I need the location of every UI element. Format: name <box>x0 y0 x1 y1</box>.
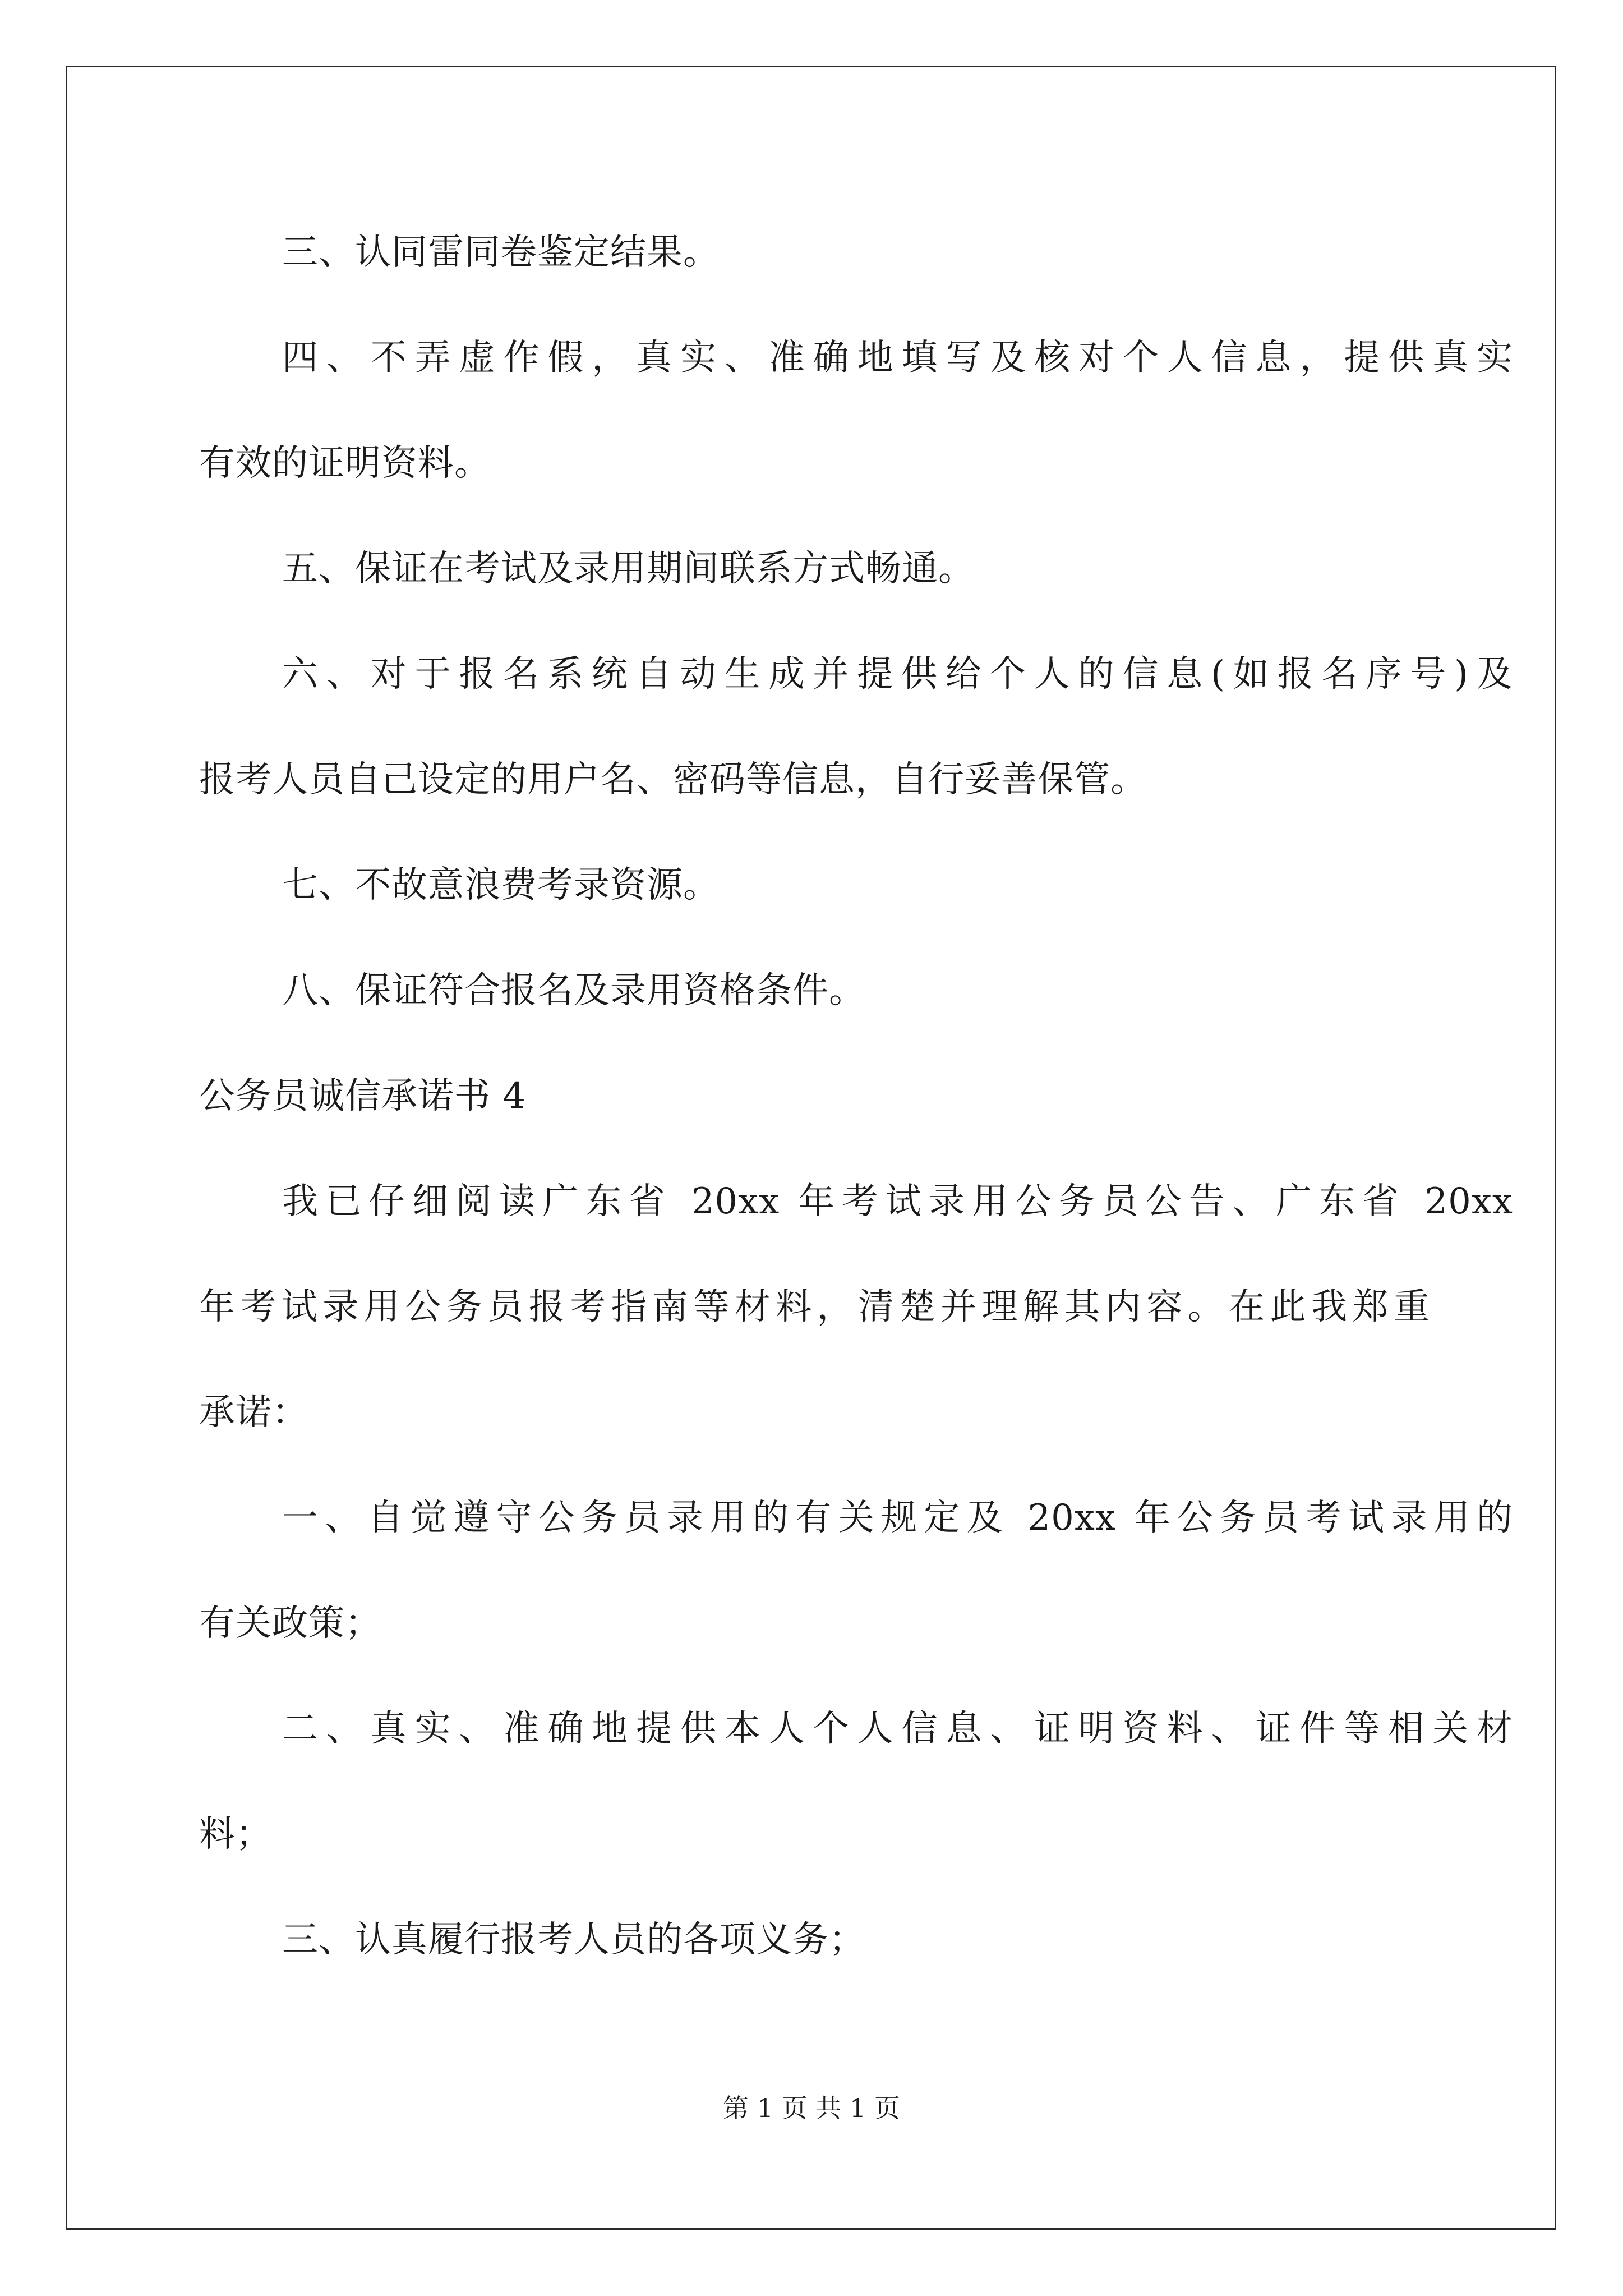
intro-line-2: 年考试录用公务员报考指南等材料，清楚并理解其内容。在此我郑重 <box>199 1286 1430 1328</box>
clause-7-line: 七、不故意浪费考录资源。 <box>282 864 720 906</box>
page-footer: 第 1 页 共 1 页 <box>723 2093 900 2123</box>
section-heading: 公务员诚信承诺书 4 <box>199 1075 527 1117</box>
clause-3-line: 三、认同雷同卷鉴定结果。 <box>282 232 720 273</box>
clause-4-line-1: 四、不弄虚作假，真实、准确地填写及核对个人信息，提供真实 <box>282 337 1513 379</box>
intro-line-3: 承诺： <box>199 1392 308 1433</box>
clause-4-line-2: 有效的证明资料。 <box>199 443 491 484</box>
clause-6-line-1: 六、对于报名系统自动生成并提供给个人的信息(如报名序号)及 <box>282 654 1513 695</box>
clause-6-line-2: 报考人员自己设定的用户名、密码等信息，自行妥善保管。 <box>199 759 1147 800</box>
pledge-3-line: 三、认真履行报考人员的各项义务； <box>282 1919 865 1961</box>
pledge-2-line-2: 料； <box>199 1814 272 1855</box>
pledge-2-line-1: 二、真实、准确地提供本人个人信息、证明资料、证件等相关材 <box>282 1708 1513 1750</box>
clause-5-line: 五、保证在考试及录用期间联系方式畅通。 <box>282 548 975 590</box>
page-border <box>66 66 1556 2230</box>
intro-line-1: 我已仔细阅读广东省 20xx 年考试录用公务员公告、广东省 20xx <box>282 1181 1513 1222</box>
clause-8-line: 八、保证符合报名及录用资格条件。 <box>282 970 865 1011</box>
pledge-1-line-1: 一、自觉遵守公务员录用的有关规定及 20xx 年公务员考试录用的 <box>282 1497 1513 1539</box>
pledge-1-line-2: 有关政策； <box>199 1603 381 1644</box>
